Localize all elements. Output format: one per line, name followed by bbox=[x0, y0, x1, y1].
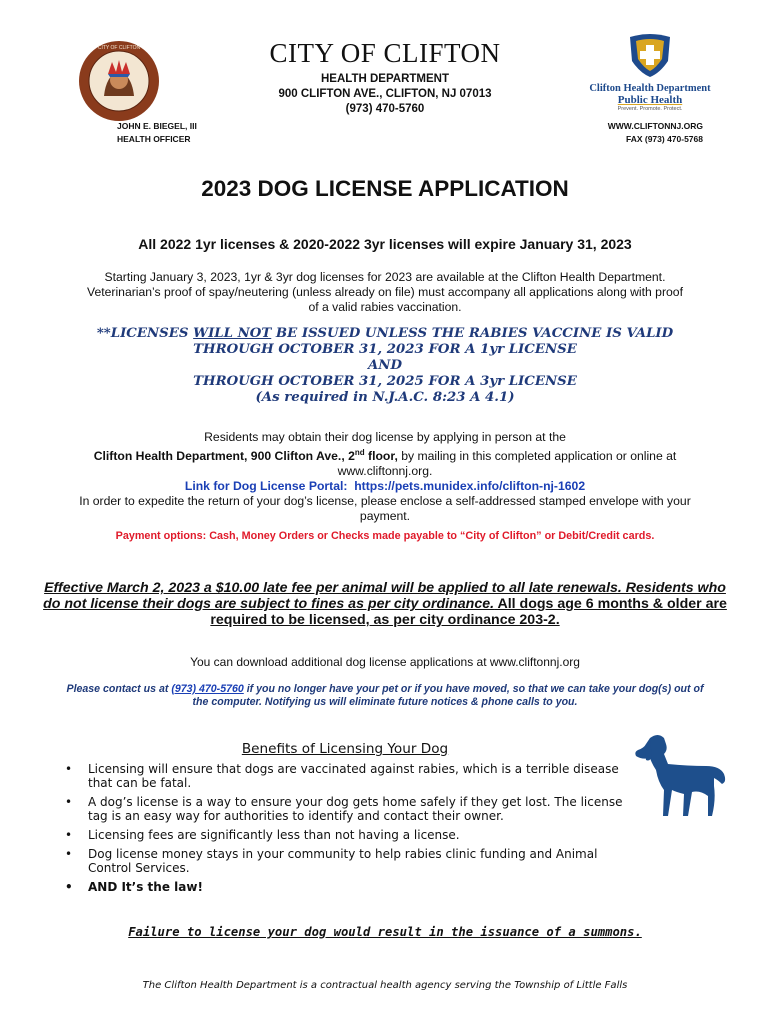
contact-phone-link[interactable]: (973) 470-5760 bbox=[171, 683, 244, 695]
contact-after: if you no longer have your pet or if you have moved, so that we can take your dog(s) out of the computer. Notifying us will eliminate future notices & phone calls to you. bbox=[192, 683, 704, 708]
late-fee-italic: Effective March 2, 2023 a $10.00 late fee per animal will be applied to all late renewals. Residents who do not license their dogs are subject to fines as per city ordinance. bbox=[43, 580, 726, 612]
bullet: • bbox=[65, 847, 73, 861]
contact-notice bbox=[60, 683, 710, 709]
benefits-list bbox=[62, 762, 637, 899]
logo-line2: Public Health bbox=[617, 94, 683, 106]
residents-line1: Residents may obtain their dog license by applying in person at the bbox=[204, 430, 566, 444]
officer-name: JOHN E. BIEGEL, III bbox=[117, 121, 197, 131]
residents-instructions bbox=[60, 430, 710, 524]
page-title: 2023 DOG LICENSE APPLICATION bbox=[201, 176, 569, 201]
bullet: • bbox=[65, 828, 73, 842]
department-address: 900 CLIFTON AVE., CLIFTON, NJ 07013 bbox=[278, 88, 492, 100]
contact-before: Please contact us at bbox=[66, 683, 172, 695]
list-item bbox=[62, 828, 637, 842]
bullet: • bbox=[65, 762, 73, 776]
portal-link[interactable]: https://pets.munidex.info/clifton-nj-1602 bbox=[354, 479, 586, 494]
seal-text: CITY OF CLIFTON bbox=[97, 45, 141, 51]
floor-sup: nd bbox=[354, 448, 365, 457]
footer-note: The Clifton Health Department is a contractual health agency serving the Township of Little Falls bbox=[142, 980, 628, 991]
portal-label: Link for Dog License Portal: bbox=[184, 479, 348, 494]
late-fee-normal: All dogs age 6 months & older are required to be licensed, as per city ordinance 203-2. bbox=[210, 596, 727, 628]
intro-paragraph: Starting January 3, 2023, 1yr & 3yr dog licenses for 2023 are available at the Clifton Health Department. Veterinarian’s proof of spay/neutering (unless already on file) must accompany all applications along with proof of a valid rabies vaccination. bbox=[87, 270, 683, 314]
logo-tagline: Prevent. Promote. Protect. bbox=[617, 106, 683, 112]
rabies-line5: (As required in N.J.A.C. 8:23 A 4.1) bbox=[255, 390, 515, 405]
list-item bbox=[62, 880, 637, 894]
payment-options: Payment options: Cash, Money Orders or Checks made payable to “City of Clifton” or Debit/Credit cards. bbox=[115, 530, 655, 542]
department-block bbox=[200, 72, 570, 117]
benefits-title: Benefits of Licensing Your Dog bbox=[241, 741, 449, 757]
rabies-requirement bbox=[60, 326, 710, 406]
benefit-text: AND It’s the law! bbox=[88, 880, 203, 894]
failure-notice: Failure to license your dog would result in the issuance of a summons. bbox=[128, 925, 642, 939]
contact-block bbox=[608, 120, 703, 146]
benefit-text: Dog license money stays in your community to help rabies clinic funding and Animal Control Services. bbox=[88, 847, 598, 875]
benefit-text: A dog’s license is a way to ensure your dog gets home safely if they get lost. The license tag is an easy way for authorities to identify and contact their owner. bbox=[88, 795, 623, 823]
department-phone: (973) 470-5760 bbox=[345, 103, 425, 115]
residents-floor: floor, bbox=[364, 449, 398, 464]
bullet: • bbox=[65, 795, 73, 809]
bullet: • bbox=[65, 880, 73, 894]
list-item bbox=[62, 847, 637, 875]
rabies-line2: THROUGH OCTOBER 31, 2023 FOR A 1yr LICENSE bbox=[193, 342, 577, 357]
health-shield-icon bbox=[580, 33, 720, 79]
rabies-prefix: **LICENSES bbox=[96, 326, 194, 341]
department-name: HEALTH DEPARTMENT bbox=[321, 73, 449, 85]
health-officer-block bbox=[117, 120, 197, 146]
expiration-notice: All 2022 1yr licenses & 2020-2022 3yr licenses will expire January 31, 2023 bbox=[138, 236, 632, 252]
rabies-line3: AND bbox=[367, 358, 402, 373]
dog-silhouette-icon bbox=[628, 730, 728, 820]
download-notice: You can download additional dog license applications at www.cliftonnj.org bbox=[190, 655, 580, 669]
officer-title: HEALTH OFFICER bbox=[117, 134, 191, 144]
rabies-suffix: BE ISSUED UNLESS THE RABIES VACCINE IS VALID bbox=[271, 326, 674, 341]
residents-after-floor: by mailing in this completed application or online at www.cliftonnj.org. bbox=[337, 449, 677, 479]
health-department-logo bbox=[580, 33, 720, 113]
residents-place: Clifton Health Department, 900 Clifton Ave., 2 bbox=[93, 449, 355, 464]
fax-number: FAX (973) 470-5768 bbox=[625, 134, 703, 144]
rabies-line4: THROUGH OCTOBER 31, 2025 FOR A 3yr LICENSE bbox=[193, 374, 577, 389]
website[interactable]: WWW.CLIFTONNJ.ORG bbox=[607, 121, 703, 131]
rabies-will-not: WILL NOT bbox=[193, 326, 272, 341]
city-seal-icon bbox=[78, 40, 160, 122]
late-fee-notice bbox=[40, 580, 730, 628]
benefit-text: Licensing will ensure that dogs are vaccinated against rabies, which is a terrible disease that can be fatal. bbox=[88, 762, 619, 790]
expedite-text: In order to expedite the return of your dog’s license, please enclose a self-addressed stamped envelope with your payment. bbox=[79, 494, 691, 524]
list-item bbox=[62, 762, 637, 790]
benefit-text: Licensing fees are significantly less than not having a license. bbox=[88, 828, 460, 842]
list-item bbox=[62, 795, 637, 823]
logo-line1: Clifton Health Department bbox=[589, 83, 711, 94]
city-title: CITY OF CLIFTON bbox=[269, 38, 501, 68]
